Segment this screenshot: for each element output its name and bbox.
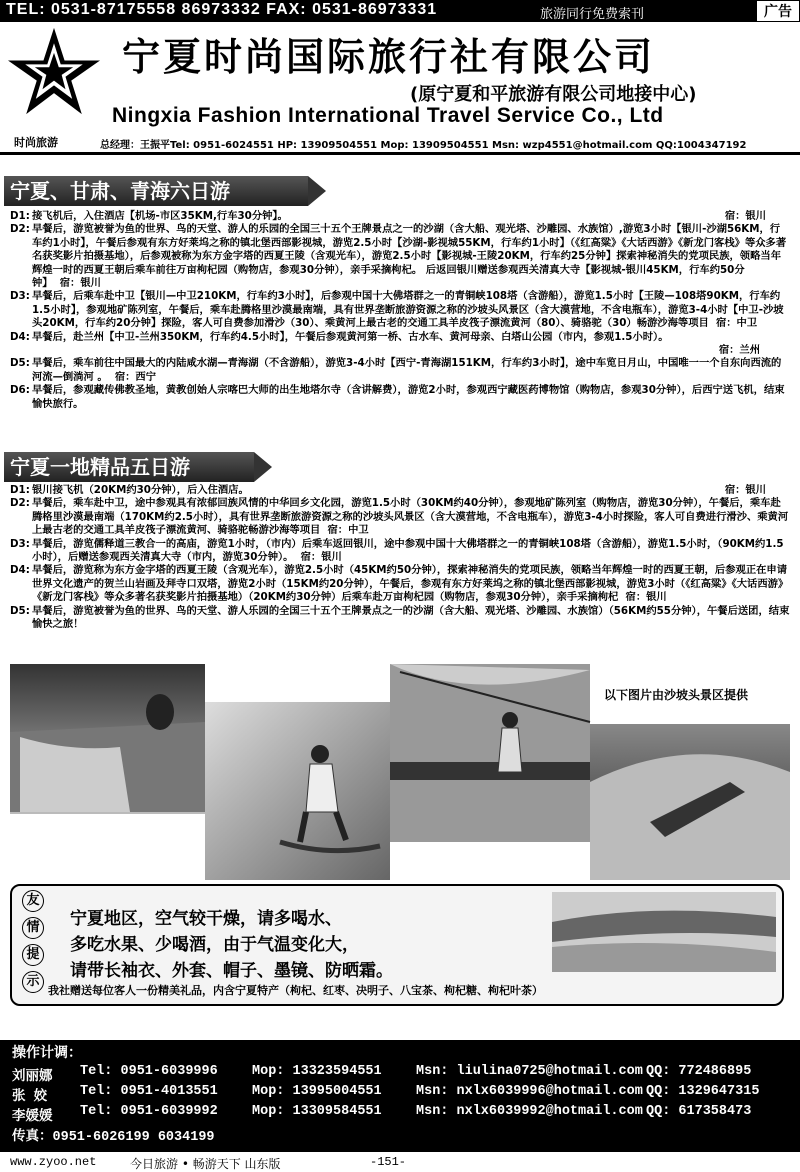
day-text xyxy=(32,538,790,565)
header-divider xyxy=(0,152,800,155)
tips-char: 提 xyxy=(22,944,44,966)
contacts-heading: 操作计调： xyxy=(12,1045,82,1061)
itinerary-six-day xyxy=(10,210,790,411)
footer-website: www.zyoo.net xyxy=(10,1155,97,1169)
contact-name: 李媛媛 xyxy=(12,1110,53,1125)
day-stay: 宿：银川 xyxy=(625,591,667,604)
contact-tel: Tel: 0951-6039996 xyxy=(80,1064,218,1079)
itinerary-five-day xyxy=(10,484,790,631)
photo-credit-caption: 以下图片由沙坡头景区提供 xyxy=(604,688,749,702)
day-label: D6: xyxy=(10,384,30,397)
itinerary-day xyxy=(10,223,790,290)
day-stay: 宿：银川 xyxy=(59,277,101,290)
day-label: D2: xyxy=(10,223,30,236)
company-name-cn: 宁夏时尚国际旅行社有限公司 xyxy=(122,35,656,79)
day-text xyxy=(32,223,790,290)
tips-heading xyxy=(22,890,42,998)
itinerary-day xyxy=(10,605,790,632)
itinerary-day xyxy=(10,384,790,411)
contact-msn: Msn: nxlx6039992@hotmail.com xyxy=(416,1104,643,1119)
day-label: D4: xyxy=(10,564,30,577)
contact-name: 刘丽娜 xyxy=(12,1070,53,1085)
day-text xyxy=(32,564,790,604)
day-stay: 宿：兰州 xyxy=(718,344,760,357)
itinerary-day xyxy=(10,538,790,565)
day-text xyxy=(32,290,790,330)
tips-char: 情 xyxy=(22,917,44,939)
day-text-body: 早餐后，赴兰州【中卫-兰州350KM，行车约4.5小时】，午餐后参观黄河第一桥、古水车、黄河母亲、白塔山公园（市内，参观1.5小时）。 xyxy=(32,330,669,343)
section-title-five-day: 宁夏一地精品五日游 xyxy=(4,452,254,482)
day-label: D2: xyxy=(10,497,30,510)
itinerary-day xyxy=(10,331,790,358)
day-stay: 宿：中卫 xyxy=(327,524,369,537)
itinerary-day xyxy=(10,357,790,384)
day-text-body: 早餐后，乘车赴中卫，途中参观具有浓郁回族风情的中华回乡文化园，游览1.5小时（30KM约40分钟），参观地矿陈列室（购物店，游览30分钟），午餐后，乘车赴腾格里沙漠最南端（170KM约2.5小时），具有世界垄断旅游资源之称的沙坡头风景区（含大漠营地，不含电瓶车），游览3-4小时探险，客人可自费进行滑沙、乘黄河上最古老的交通工具羊皮筏子漂流黄河、骑骆驼畅游沙海等项目 xyxy=(32,497,789,537)
day-text-body: 早餐后，后乘车赴中卫【银川—中卫210KM，行车约3小时】，后参观中国十大佛塔群之一的青铜峡108塔（含游船），游览1.5小时【王陵—108塔90KM，行车约1.5小时】，参观地矿陈列室，午餐后，乘车赴腾格里沙漠最南端，具有世界垄断旅游资源之称的沙坡头风景区（含大漠营地，不含电瓶车），游览3-4小时【中卫-沙坡头20KM，行车约20分钟】探险，客人可自费参加滑沙（30）、乘黄河上最古老的交通工具羊皮筏子漂流黄河（80）、骑骆驼（30）畅游沙海等项目 xyxy=(32,290,784,330)
contact-msn: Msn: liulina0725@hotmail.com xyxy=(416,1064,643,1079)
itinerary-day xyxy=(10,497,790,537)
day-label: D3: xyxy=(10,537,30,550)
day-text-body: 早餐后，游览儒释道三教合一的高庙，游览1小时，（市内）后乘车返回银川，途中参观中国十大佛塔群之一的青铜峡108塔（含游船），游览1.5小时，（90KM约1.5小时），后赠送参观西关清真大寺（市内，游览30分钟）。 xyxy=(32,537,784,564)
logo-text: 时尚旅游 xyxy=(14,136,58,149)
day-text: 早餐后，参观藏传佛教圣地，黄教创始人宗喀巴大师的出生地塔尔寺（含讲解费），游览2小时，参观西宁藏医药博物馆（购物店，参观30分钟），后西宁送飞机，结束愉快旅行。 xyxy=(32,384,785,410)
company-header xyxy=(0,22,800,154)
desert-landscape-photo xyxy=(552,892,776,972)
contact-tel: Tel: 0951-6039992 xyxy=(80,1104,218,1119)
sand-sliding-photo xyxy=(205,702,390,880)
tips-char: 友 xyxy=(22,890,44,912)
day-label: D1: xyxy=(10,210,30,222)
former-name: (原宁夏和平旅游有限公司地接中心) xyxy=(410,84,697,105)
gift-note: 我社赠送每位客人一份精美礼品，内含宁夏特产（枸杞、红枣、决明子、八宝茶、枸杞糖、枸杞叶茶） xyxy=(48,984,543,997)
itinerary-day xyxy=(10,210,790,223)
itinerary-day xyxy=(10,290,790,330)
tip-line: 宁夏地区，空气较干燥，请多喝水、 xyxy=(70,909,342,929)
waterfall-photo xyxy=(10,664,205,814)
zipline-photo xyxy=(390,664,590,842)
day-text-body: 早餐后，乘车前往中国最大的内陆咸水湖—青海湖（不含游船），游览3-4小时【西宁-青海湖151KM，行车约3小时】，途中车览日月山，中国唯一一个自东向西流的河流—倒淌河 。 xyxy=(32,357,782,383)
itinerary-day xyxy=(10,564,790,604)
day-label: D4: xyxy=(10,330,30,343)
day-text xyxy=(32,357,790,384)
day-label: D1: xyxy=(10,484,30,496)
day-stay: 宿：西宁 xyxy=(114,370,157,383)
contact-msn: Msn: nxlx6039996@hotmail.com xyxy=(416,1084,643,1099)
day-text-body: 早餐后，游览被誉为鱼的世界、鸟的天堂、游人的乐园的全国三十五个王牌景点之一的沙湖（含大船、观光塔、沙雕园、水族馆）,游览3小时【银川-沙湖56KM，行车约1小时】，午餐后参观有东方好莱坞之称的镇北堡西部影视城，游览2.5小时【沙湖-影视城55KM，行车约1小时】（《红高粱》《大话西游》《新龙门客栈》等众多著名获奖影片拍摄基地），后参观被称为东方金字塔的西夏王陵（含观光车），游览2.5小时【影视城-王陵20KM，行车约25分钟】探索神秘消失的党项民族，领略当年辉煌一时的西夏王朝后乘车前往万亩枸杞园（购物店，参观30分钟），亲手采摘枸杞。 后返回银川赠送参观西关清真大寺【影视城-银川45KM，行车约50分钟】 xyxy=(32,223,787,290)
magazine-slogan: 旅游同行免费索刊 xyxy=(540,7,645,22)
contact-qq: QQ: 1329647315 xyxy=(646,1084,760,1099)
day-text xyxy=(32,497,790,537)
day-stay: 宿：银川 xyxy=(724,210,766,222)
day-stay: 宿：银川 xyxy=(724,484,766,496)
contact-mop: Mop: 13995004551 xyxy=(252,1084,382,1099)
day-label: D3: xyxy=(10,290,30,303)
desert-vehicle-photo xyxy=(590,724,790,880)
company-name-en: Ningxia Fashion International Travel Service Co., Ltd xyxy=(112,104,664,127)
day-label: D5: xyxy=(10,357,30,370)
tips-char: 示 xyxy=(22,971,44,993)
day-text xyxy=(32,331,790,358)
friendly-tips-box xyxy=(10,884,784,1006)
contact-qq: QQ: 772486895 xyxy=(646,1064,752,1079)
fax-numbers: 传真：0951-6026199 6034199 xyxy=(12,1130,215,1145)
section-title-six-day: 宁夏、甘肃、青海六日游 xyxy=(4,176,308,206)
contact-mop: Mop: 13323594551 xyxy=(252,1064,382,1079)
day-stay: 宿：银川 xyxy=(300,551,342,564)
ad-badge: 广告 xyxy=(756,0,800,22)
day-text: 银川接飞机（20KM约30分钟），后入住酒店。 xyxy=(32,484,249,496)
operator-contacts xyxy=(0,1040,800,1152)
footer-slogan: 今日旅游 • 畅游天下 山东版 xyxy=(130,1157,281,1171)
day-label: D5: xyxy=(10,604,30,617)
day-text-body: 早餐后，游览称为东方金字塔的西夏王陵（含观光车），游览2.5小时（45KM约50分钟），探索神秘消失的党项民族，领略当年辉煌一时的西夏王朝，后参观正在申请世界文化遗产的贺兰山岩画及拜寺口双塔，游览2小时（15KM约20分钟），午餐后，参观有东方好莱坞之称的镇北堡西部影视城，游览3小时（《红高粱》《大话西游》《新龙门客栈》等众多著名获奖影片拍摄基地）（20KM约30分钟）后乘车赴万亩枸杞园（购物店，参观30分钟），亲手采摘枸杞 xyxy=(32,564,789,604)
magazine-contact: TEL: 0531-87175558 86973332 FAX: 0531-86973331 xyxy=(6,1,438,18)
page-footer xyxy=(0,1152,800,1172)
tip-line: 多吃水果、少喝酒，由于气温变化大， xyxy=(70,935,359,955)
top-contact-bar xyxy=(0,0,800,22)
itinerary-day xyxy=(10,484,790,497)
page-number: -151- xyxy=(370,1155,407,1169)
tip-line: 请带长袖衣、外套、帽子、墨镜、防晒霜。 xyxy=(70,961,393,981)
star-logo-icon xyxy=(6,26,102,118)
contact-tel: Tel: 0951-4013551 xyxy=(80,1084,218,1099)
day-text: 早餐后，游览被誉为鱼的世界、鸟的天堂、游人乐园的全国三十五个王牌景点之一的沙湖（含大船、观光塔、沙雕园、水族馆）（56KM约55分钟），午餐后送团，结束愉快之旅！ xyxy=(32,604,790,631)
day-stay: 宿：中卫 xyxy=(715,317,758,330)
day-text: 接飞机后，入住酒店【机场-市区35KM,行车30分钟】。 xyxy=(32,210,288,222)
contact-mop: Mop: 13309584551 xyxy=(252,1104,382,1119)
contact-qq: QQ: 617358473 xyxy=(646,1104,752,1119)
contact-name: 张 姣 xyxy=(12,1090,48,1105)
manager-contact: 总经理：王振平Tel: 0951-6024551 HP: 13909504551 Mop: 13909504551 Msn: wzp4551@hotmail.com QQ:1004347192 xyxy=(100,140,747,151)
